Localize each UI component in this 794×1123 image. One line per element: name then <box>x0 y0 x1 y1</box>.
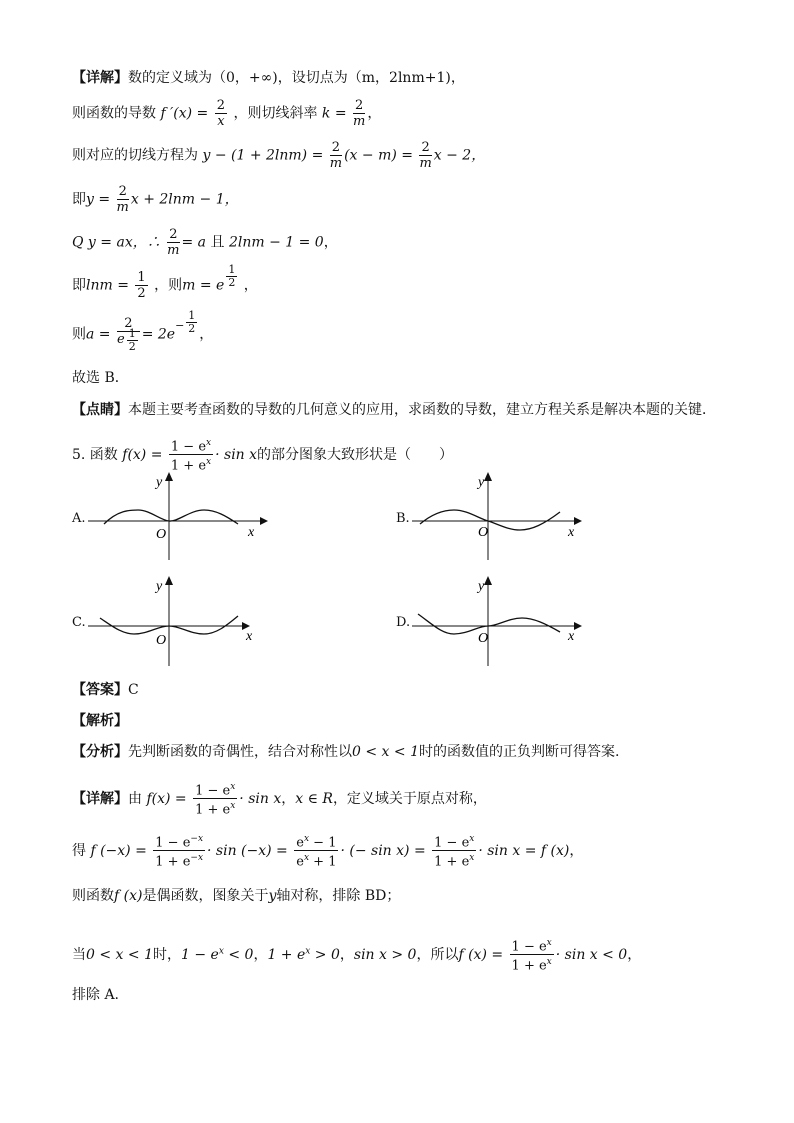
fraction <box>353 98 365 129</box>
formula: sin x > 0 <box>353 946 417 963</box>
x-label: x <box>248 525 255 540</box>
formula: k = <box>321 105 347 122</box>
text: 1 + e <box>267 946 306 963</box>
curve <box>420 510 560 530</box>
origin-label: O <box>478 525 489 540</box>
sup: x <box>230 782 236 792</box>
formula: f(x) = <box>122 446 163 463</box>
text: 1 + e <box>170 458 207 474</box>
sup: x <box>546 938 552 948</box>
text: ， <box>627 946 642 963</box>
numerator: 2 <box>117 184 129 200</box>
formula: a = <box>86 326 111 343</box>
denominator <box>193 799 237 817</box>
text: + 1 <box>309 854 337 870</box>
fraction <box>215 98 227 129</box>
detail-line-1 <box>72 68 465 88</box>
line-y-eq <box>72 184 239 215</box>
exponent-fraction <box>127 328 138 353</box>
denominator: x <box>217 114 225 129</box>
numerator: 2 <box>117 316 140 332</box>
formula: 0 < x < 1 <box>352 744 419 760</box>
formula: = a <box>181 234 207 251</box>
numerator: 2 <box>330 140 342 156</box>
formula: f (−x) = <box>90 842 147 859</box>
detail-tag: 【详解】 <box>72 70 128 86</box>
jiexi-heading: 【解析】 <box>72 713 128 729</box>
fraction <box>294 832 338 870</box>
formula: f ′(x) = <box>160 105 209 122</box>
text: ， <box>367 105 382 122</box>
text: 先判断函数的奇偶性，结合对称性以 <box>128 744 352 760</box>
line-a <box>72 309 214 353</box>
text: 则函数 <box>72 888 114 904</box>
formula: y = <box>86 191 111 208</box>
text: < 0 <box>223 946 254 963</box>
text: 则对应的切线方程为 <box>72 147 198 164</box>
option-c-label: C. <box>72 615 86 630</box>
text: 则函数的导数 <box>72 105 156 122</box>
option-d-graph <box>412 576 592 668</box>
even-conclusion-line <box>72 886 400 906</box>
exponent-fraction <box>226 264 237 289</box>
formula: f (x) <box>114 888 143 904</box>
sup: x <box>218 946 224 957</box>
y-arrow <box>484 472 492 481</box>
formula: y <box>268 888 277 904</box>
numerator: 2 <box>419 140 431 156</box>
choose-b: 故选 B． <box>72 370 129 386</box>
formula: f (x) = <box>458 946 504 963</box>
curve <box>104 510 238 524</box>
formula: x ∈ R <box>295 790 333 807</box>
x-arrow <box>260 517 268 525</box>
numerator <box>193 780 237 799</box>
denominator <box>169 455 213 473</box>
dianjing-line <box>72 400 716 420</box>
formula: · sin x <box>239 790 282 807</box>
formula: x + 2lnm − 1， <box>130 191 239 208</box>
fraction <box>193 780 237 818</box>
numerator: 1 <box>188 309 196 322</box>
y-arrow <box>484 576 492 585</box>
fraction <box>432 832 476 870</box>
text: 当 <box>72 946 86 963</box>
text: > 0 <box>310 946 340 963</box>
text: 1 − e <box>434 835 470 851</box>
x-arrow <box>574 622 582 630</box>
text: 1 − e <box>511 939 547 955</box>
option-b-label: B. <box>396 511 410 526</box>
fraction <box>330 140 342 171</box>
formula: · sin x < 0 <box>555 946 628 963</box>
origin-label: O <box>156 633 167 648</box>
sign-check-line <box>72 936 641 974</box>
text: ， <box>199 326 214 343</box>
denominator <box>510 955 554 973</box>
fraction <box>510 936 554 974</box>
even-proof-line <box>72 832 583 870</box>
denominator: 2 <box>228 276 236 289</box>
question-5 <box>72 436 453 474</box>
formula: Q y = ax，∴ <box>72 234 161 251</box>
sup: x <box>303 853 310 864</box>
text: 时， <box>152 946 181 963</box>
text: 则 <box>72 326 86 343</box>
sup: x <box>305 946 311 957</box>
text: 1 − e <box>170 439 207 455</box>
y-label: y <box>478 475 485 490</box>
answer-tag: 【答案】 <box>72 682 128 698</box>
numerator: 2 <box>353 98 365 114</box>
fenxi-tag: 【分析】 <box>72 744 128 760</box>
curve <box>418 614 560 634</box>
origin-label: O <box>478 631 489 646</box>
text: 且 <box>210 234 225 251</box>
text: 本题主要考查函数的导数的几何意义的应用，求函数的导数，建立方程关系是解决本题的关键． <box>128 402 716 418</box>
text: 1 + e <box>155 854 191 870</box>
x-label: x <box>246 629 253 644</box>
text: 1 + e <box>434 854 470 870</box>
denominator <box>153 851 205 869</box>
exponent-fraction <box>186 310 197 335</box>
denominator <box>432 851 476 869</box>
origin-label: O <box>156 527 167 542</box>
formula: · (− sin x) = <box>340 842 426 859</box>
y-label: y <box>156 475 163 490</box>
text: 是偶函数，图象关于 <box>142 888 269 904</box>
denominator: m <box>167 243 180 258</box>
derivative-line <box>72 98 381 129</box>
x-label: x <box>568 629 575 644</box>
formula <box>181 947 253 963</box>
sup: x <box>303 834 310 844</box>
text: 数的定义域为（0，+∞)，设切点为（m，2lnm+1)， <box>128 70 465 86</box>
denominator: m <box>116 200 129 215</box>
formula: y − (1 + 2lnm) = <box>202 147 324 164</box>
sup: x <box>206 457 212 468</box>
text: ， <box>253 946 268 963</box>
formula: 2lnm − 1 = 0 <box>228 234 324 251</box>
text: ， <box>281 790 296 807</box>
numerator <box>510 936 554 955</box>
denominator: m <box>419 156 432 171</box>
text: 5. 函数 <box>72 446 118 463</box>
denominator: 2 <box>128 340 136 353</box>
text: ，则切线斜率 <box>233 105 318 122</box>
y-label: y <box>156 579 163 594</box>
fraction <box>153 832 205 870</box>
option-b-graph <box>412 472 592 562</box>
text: e <box>296 854 304 870</box>
text: 即 <box>72 191 86 208</box>
formula: · sin x <box>215 446 258 463</box>
denominator: m <box>353 114 366 129</box>
numerator <box>153 832 205 851</box>
y-label: y <box>478 579 485 594</box>
numerator: 2 <box>216 98 225 113</box>
denominator <box>294 851 338 869</box>
sup: −x <box>190 834 204 844</box>
tangent-line-eq <box>72 140 485 171</box>
option-d-label: D. <box>396 615 411 630</box>
formula <box>267 947 339 963</box>
option-c-graph <box>88 576 268 668</box>
fraction <box>167 227 179 258</box>
text: 即 <box>72 277 86 294</box>
denominator <box>116 327 140 353</box>
sup: x <box>206 438 212 448</box>
text: 时的函数值的正负判断可得答案. <box>418 744 620 760</box>
numerator: 1 <box>228 263 236 276</box>
dianjing-tag: 【点睛】 <box>72 402 128 418</box>
numerator <box>169 436 213 455</box>
formula: 0 < x < 1 <box>86 946 153 963</box>
denominator: 2 <box>188 322 196 335</box>
exclude-a-line: 排除 A. <box>72 987 120 1003</box>
line-because <box>72 227 338 258</box>
formula: f(x) = <box>146 790 187 807</box>
text: ，所以 <box>416 946 459 963</box>
fraction <box>169 436 213 474</box>
text: 由 <box>128 790 142 807</box>
sup: x <box>546 957 552 968</box>
fraction <box>117 184 129 215</box>
formula: x − 2， <box>433 147 486 164</box>
sup: −x <box>190 853 204 864</box>
text: ， <box>243 277 258 294</box>
text: ， <box>569 842 584 859</box>
text: ，定义域关于原点对称， <box>332 790 487 807</box>
detail-tag: 【详解】 <box>72 790 128 807</box>
text: ， <box>323 234 338 251</box>
x-label: x <box>568 525 575 540</box>
fenxi-line <box>72 742 619 762</box>
text: e <box>296 835 304 851</box>
formula: lnm = <box>86 277 129 294</box>
text: 1 − e <box>155 835 191 851</box>
denominator: 2 <box>137 286 146 301</box>
formula: (x − m) = <box>344 147 413 164</box>
sup: x <box>469 853 475 864</box>
text: 1 + e <box>195 802 231 818</box>
text: 得 <box>72 842 86 859</box>
text: 的部分图象大致形状是（ ） <box>257 446 454 463</box>
text: 1 + e <box>511 958 547 974</box>
answer-value: C <box>128 682 139 698</box>
option-a-graph <box>88 472 268 562</box>
numerator: 1 <box>137 270 146 285</box>
sup: x <box>469 834 475 844</box>
base: e <box>116 332 125 347</box>
fraction <box>135 270 147 301</box>
text: 1 − e <box>195 783 231 799</box>
x-arrow <box>574 517 582 525</box>
option-a-label: A. <box>72 511 86 526</box>
formula: · sin x = f (x) <box>478 842 570 859</box>
answer-line <box>72 680 139 700</box>
text: ，则 <box>154 277 183 294</box>
numerator: 2 <box>167 227 179 243</box>
y-arrow <box>165 576 173 585</box>
line-lnm <box>72 263 258 301</box>
y-arrow <box>165 472 173 481</box>
text: ， <box>339 946 354 963</box>
formula: = 2e <box>141 326 176 343</box>
fraction <box>419 140 431 171</box>
formula: · sin (−x) = <box>207 842 288 859</box>
numerator: 1 <box>128 327 136 340</box>
denominator: m <box>329 156 343 171</box>
numerator <box>432 832 476 851</box>
formula: m = e <box>182 277 225 294</box>
detail-line-2 <box>72 780 487 818</box>
exponent-sign: − <box>175 319 185 332</box>
text: − 1 <box>309 835 337 851</box>
numerator <box>294 832 338 851</box>
text: 1 − e <box>180 946 219 963</box>
sup: x <box>230 801 236 812</box>
fraction <box>117 316 140 353</box>
text: 轴对称，排除 BD； <box>276 888 401 904</box>
